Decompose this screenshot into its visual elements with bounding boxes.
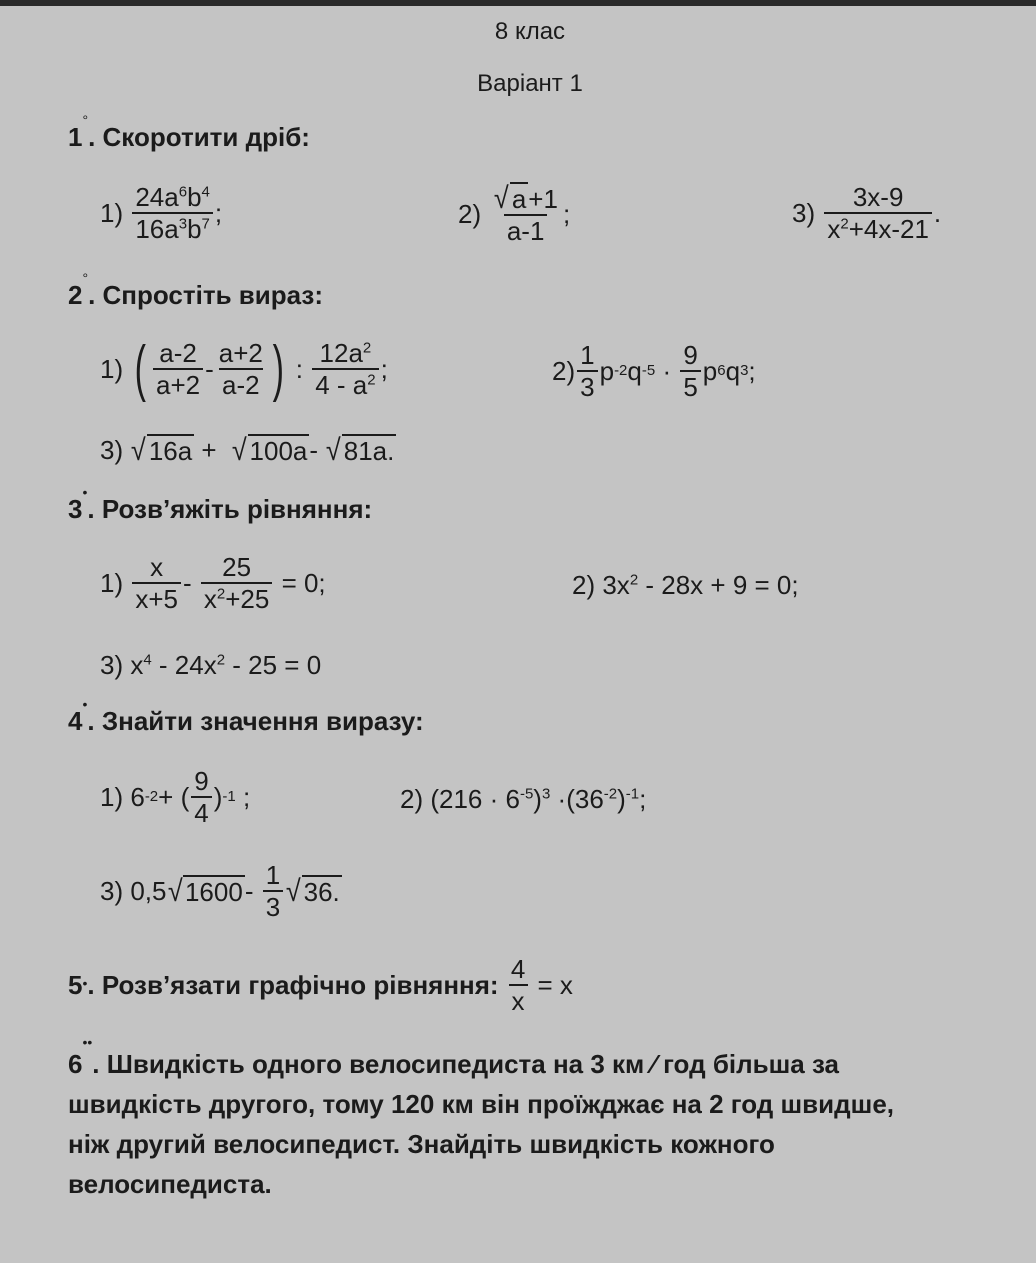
task3-item3: 3) $x^4 - 24x^2 - 25 = 0$ [100, 650, 322, 680]
task5-heading: 5 • . Розв’язати графічно рівняння: $\frac{4}{x}$ = x [68, 954, 573, 1016]
task4-item1: 1) 6 -2 + ( $\frac{9}{4}$ ) -1 ; [100, 766, 251, 828]
task2-item2: 2) $\frac{1}{3}$ p -2 q -5 · $\frac{9}{5}$ p 6 q 3 ; [552, 340, 756, 402]
variant-title: Варіант 1 [477, 70, 583, 97]
task1-item1: 1) $\frac{24a^6b^4}{16a^3b^7}$ ; [100, 182, 223, 244]
task3-item2: 2) $3x^2 - 28x + 9 = 0$; [572, 570, 799, 600]
task6-line3: ніж другий велосипедист. Знайдіть швидкість кожного [68, 1129, 775, 1159]
task4-heading: 4•. Знайти значення виразу: [68, 696, 424, 736]
top-bar [0, 0, 1036, 6]
task4-item2: 2) $(216 \cdot 6^{-5})^3 \cdot(36^{-2})^{-1}$; [400, 784, 647, 814]
task2-item1: 1) ( $\frac{a-2}{a+2}$ - $\frac{a+2}{a-2}$ ) : $\frac{12a^2}{4 - a^2}$ ; [100, 334, 388, 403]
task6-line1: 6••. Швидкість одного велосипедиста на 3 км ⁄ год більша за [68, 1034, 840, 1079]
task6-line4: велосипедиста. [68, 1169, 272, 1199]
task1-item3: 3) $\frac{3x-9}{x^2+4x-21}$ . [792, 182, 942, 244]
task1-heading: 1°. Скоротити дріб: [68, 112, 310, 152]
task3-item1: 1) $\frac{x}{x+5}$ - $\frac{25}{x^2+25}$ = 0; [100, 552, 326, 614]
grade-title: 8 клас [494, 18, 566, 45]
task2-item3: 3) √ 16a + √ 100a - √ 81a. [100, 434, 395, 467]
task3-heading: 3•. Розв’яжіть рівняння: [68, 484, 373, 524]
task6-line2: швидкість другого, тому 120 км він проїжджає на 2 год швидше, [68, 1089, 895, 1119]
task1-item2: 2) √ a +1 a-1 ; [458, 182, 571, 246]
task2-heading: 2°. Спростіть вираз: [68, 270, 323, 310]
task6-text [68, 1034, 1008, 1204]
task4-item3: 3) 0,5 √ 1600 - $\frac{1}{3}$ √ 36. [100, 860, 340, 922]
